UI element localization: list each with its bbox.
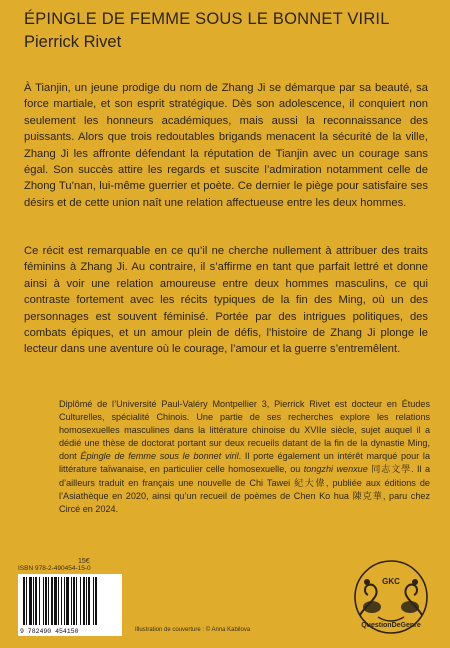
barcode-bars	[23, 577, 117, 625]
barcode-bar	[29, 577, 32, 625]
author-name: Pierrick Rivet	[24, 33, 122, 51]
barcode-bar	[80, 577, 81, 625]
barcode-bar	[71, 577, 72, 625]
bio-italic-title: Épingle de femme sous le bonnet viril	[80, 451, 239, 462]
logo-gkc-text: GKC	[382, 577, 400, 586]
barcode-bar	[45, 577, 47, 625]
barcode-bar	[61, 577, 62, 625]
bio-italic-term: tongzhi wenxue	[303, 464, 368, 475]
bio-text-3: 同志文學. Il a d’ailleurs traduit en français une nouvelle de Chi Tawei 紀大偉, publiée aux éditions de l’Asiathèque en 2020, ainsi qu’un recueil de poèmes de Chen Ko hua 陳克華, paru chez Circé en 2024.	[59, 464, 431, 514]
publisher-logo	[348, 555, 434, 641]
blurb-paragraph-1: À Tianjin, un jeune prodige du nom de Zhang Ji se démarque par sa beauté, sa force martiale, et son esprit stratégique. Dès son adolescence, il conquiert non seulement les honneurs académiques, mais aussi la reconnaissance des puissants. Alors que trois redoutables brigands menacent la sécurité de la ville, Zhang Ji les affronte défendant la réputation de Tianjin avec un courage sans égal. Son succès attire les regards et suscite l’admiration notamment celle de Zhong Tu’nan, lui-même guerrier et poète. Ce dernier le piège pour satisfaire ses désirs et de cette union naît une relation affectueuse entre les deux hommes.	[24, 82, 428, 209]
barcode	[18, 574, 122, 636]
blurb-paragraph-2: Ce récit est remarquable en ce qu’il ne cherche nullement à attribuer des traits féminins à Zhang Ji. Au contraire, il s’affirme en tant que parfait lettré et donne ainsi à voir une relation amoureuse entre deux hommes masculins, ce qui contraste fortement avec les récits typiques de la fin des Ming, où un des personnages est souvent féminisé. Portée par des intrigues politiques, des combats épiques, et un amour plein de défis, l’histoire de Zhang Ji plonge le lecteur dans une aventure où le courage, l’amour et la guerre s’entremêlent.	[24, 245, 428, 356]
barcode-bar	[26, 577, 27, 625]
barcode-bar	[51, 577, 53, 625]
bio-text-2: . Il porte également un intérêt marqué pour la littérature taïwanaise, en particulier celle homosexuelle, ou	[59, 451, 430, 475]
author-bio	[59, 398, 430, 516]
barcode-block	[18, 558, 128, 636]
barcode-bar	[88, 577, 90, 625]
publisher-name: QuestionDeGenre	[361, 622, 421, 629]
barcode-bar	[73, 577, 75, 625]
bio-text-1: Diplômé de l’Université Paul-Valéry Montpellier 3, Pierrick Rivet est docteur en Études Culturelles, spécialité Chinois. Une partie de ses recherches explore les relations homosexuelles masculines dans la littérature chinoise du XVIIe siècle, sujet auquel il a dédié une thèse de doctorat portant sur deux recueils datant de la fin de la dynastie Ming, dont	[59, 399, 430, 462]
barcode-bar	[39, 577, 40, 625]
barcode-bar	[95, 577, 97, 625]
barcode-bar	[54, 577, 57, 625]
barcode-digits: 9 782490 454150	[20, 628, 79, 635]
barcode-bar	[58, 577, 59, 625]
barcode-bar	[76, 577, 77, 625]
barcode-bar	[83, 577, 85, 625]
isbn-label: ISBN 978-2-490454-15-0	[18, 565, 91, 572]
barcode-bar	[93, 577, 94, 625]
barcode-bar	[86, 577, 87, 625]
barcode-bar	[64, 577, 65, 625]
barcode-bar	[43, 577, 44, 625]
barcode-bar	[66, 577, 69, 625]
cover-credit: Illustration de couverture : © Anna Kabilova	[135, 627, 251, 633]
barcode-bar	[23, 577, 25, 625]
price-label: 15€	[78, 558, 90, 565]
barcode-bar	[33, 577, 34, 625]
book-title: ÉPINGLE DE FEMME SOUS LE BONNET VIRIL	[24, 10, 390, 28]
barcode-bar	[48, 577, 49, 625]
barcode-bar	[35, 577, 37, 625]
